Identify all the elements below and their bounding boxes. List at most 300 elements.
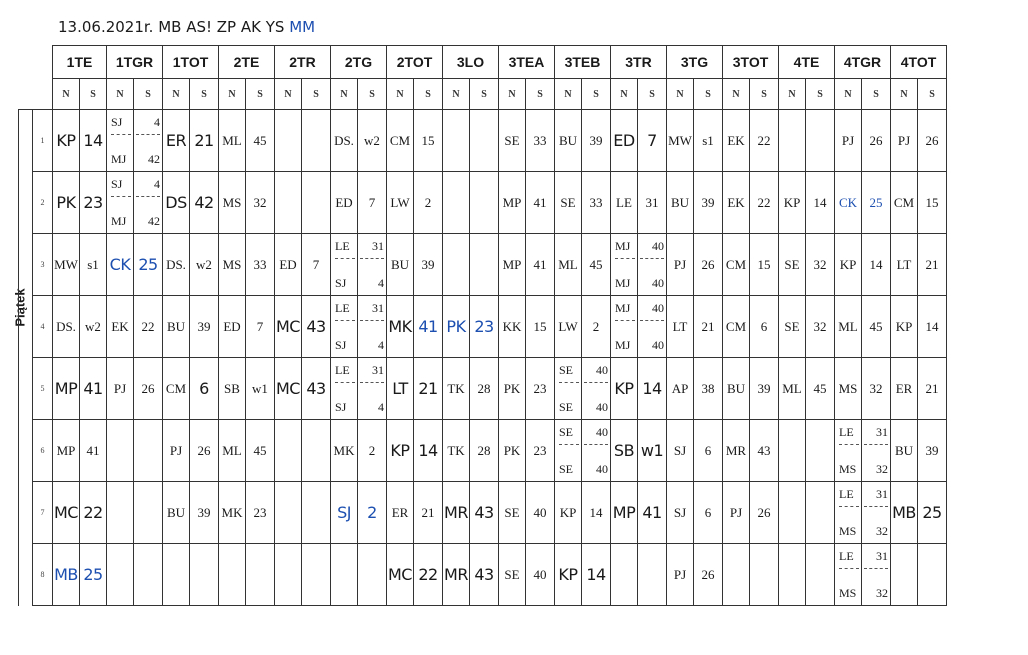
room-cell [918,544,947,606]
room-cell [302,172,331,234]
teacher-cell: PK [443,296,470,358]
sub-header-s: S [526,79,555,110]
room-cell: 2 [414,172,443,234]
ns-header-row [19,79,947,110]
room-cell: 39 [694,172,723,234]
teacher-cell: DS [163,172,190,234]
lesson-number: 1 [33,110,53,172]
teacher-cell: MK [331,420,358,482]
class-header: 4TE [779,46,835,79]
class-header: 2TG [331,46,387,79]
split-teacher-cell [331,296,358,358]
teacher-cell: SE [499,110,526,172]
class-header: 1TOT [163,46,219,79]
class-header: 3TEA [499,46,555,79]
class-header-row [19,46,947,79]
teacher-cell: CM [387,110,414,172]
split-teacher [331,234,357,295]
room-cell: 2 [358,482,387,544]
split-teacher-cell [555,420,582,482]
split-teacher [555,420,581,481]
teacher-cell: BU [555,110,582,172]
split-room [582,420,610,481]
teacher-cell [275,420,302,482]
teacher-cell: ER [387,482,414,544]
sub-header-n: N [499,79,526,110]
lesson-number: 7 [33,482,53,544]
split-room-cell [134,110,163,172]
lesson-number: 5 [33,358,53,420]
lesson-rows [19,110,947,606]
teacher-cell: BU [387,234,414,296]
room-cell: s1 [694,110,723,172]
teacher-cell: LE [611,172,638,234]
teacher-cell: AP [667,358,694,420]
teacher-bottom: MS [839,586,857,600]
sub-header-n: N [891,79,918,110]
lesson-row [19,110,947,172]
teacher-bottom: SJ [335,338,347,352]
room-cell: 14 [80,110,107,172]
teacher-top: MJ [615,240,635,259]
teacher-cell: MP [611,482,638,544]
teacher-cell: MP [53,358,80,420]
teacher-cell [443,234,470,296]
teacher-cell: PJ [723,482,750,544]
room-cell: 41 [638,482,667,544]
teacher-cell: KP [611,358,638,420]
class-header: 2TR [275,46,331,79]
room-cell: 41 [526,172,555,234]
room-cell: 26 [134,358,163,420]
split-room [862,544,890,605]
room-cell: 25 [134,234,163,296]
lesson-row [19,358,947,420]
split-teacher [107,110,133,171]
teacher-cell: MS [835,358,862,420]
teacher-cell: PK [499,420,526,482]
teacher-cell: MC [387,544,414,606]
handwritten-date-note [58,18,315,36]
teacher-cell: BU [163,296,190,358]
room-cell: 21 [414,358,443,420]
split-room-cell [582,420,611,482]
teacher-cell: PK [53,172,80,234]
room-cell [806,544,835,606]
room-cell: 21 [414,482,443,544]
room-bottom: 4 [378,400,384,414]
teacher-cell: ED [611,110,638,172]
room-cell [134,420,163,482]
teacher-cell: TK [443,420,470,482]
teacher-cell: PJ [107,358,134,420]
teacher-cell: CK [107,234,134,296]
room-top: 4 [136,116,160,135]
sub-header-n: N [387,79,414,110]
teacher-cell: CM [723,296,750,358]
room-cell: 33 [526,110,555,172]
teacher-cell: ED [331,172,358,234]
room-cell: 43 [302,296,331,358]
teacher-cell: EK [723,172,750,234]
teacher-top: SE [559,426,579,445]
teacher-cell: KP [779,172,806,234]
room-cell: 28 [470,358,499,420]
room-top: 40 [584,426,608,445]
sub-header-n: N [331,79,358,110]
teacher-cell [107,420,134,482]
teacher-cell: MC [275,296,302,358]
room-cell [358,544,387,606]
teacher-top: LE [839,426,859,445]
room-cell: 7 [302,234,331,296]
split-teacher-cell [107,110,134,172]
teacher-cell: TK [443,358,470,420]
sub-header-s: S [190,79,219,110]
room-bottom: 42 [148,152,160,166]
teacher-cell: ED [275,234,302,296]
teacher-cell: PJ [835,110,862,172]
teacher-top: SJ [111,178,131,197]
room-cell: 22 [80,482,107,544]
teacher-cell: ML [219,110,246,172]
class-header: 3LO [443,46,499,79]
split-room-cell [358,358,387,420]
room-cell: 7 [246,296,275,358]
teacher-cell: KP [53,110,80,172]
class-header: 3TOT [723,46,779,79]
room-cell: 33 [246,234,275,296]
room-cell: 26 [694,234,723,296]
sub-header-s: S [694,79,723,110]
sub-header-n: N [611,79,638,110]
room-top: 40 [640,240,664,259]
sub-header-n: N [275,79,302,110]
room-cell: 42 [190,172,219,234]
room-cell: 32 [806,234,835,296]
teacher-cell [275,482,302,544]
room-top: 31 [360,364,384,383]
split-room [358,296,386,357]
teacher-cell: KP [891,296,918,358]
teacher-cell: ER [163,110,190,172]
class-header: 1TE [53,46,107,79]
split-room [582,358,610,419]
split-room [358,358,386,419]
room-bottom: 32 [876,462,888,476]
split-room [134,172,162,233]
teacher-cell [779,544,806,606]
split-room-cell [862,544,891,606]
teacher-cell: MW [53,234,80,296]
teacher-cell: MP [499,234,526,296]
sub-header-n: N [667,79,694,110]
room-cell [134,544,163,606]
room-cell: 15 [526,296,555,358]
room-cell: 45 [246,420,275,482]
split-teacher-cell [555,358,582,420]
split-room-cell [358,234,387,296]
split-teacher-cell [331,234,358,296]
room-cell: 6 [190,358,219,420]
room-bottom: 40 [596,400,608,414]
teacher-bottom: MJ [111,214,127,228]
room-cell: w2 [190,234,219,296]
teacher-cell: SE [499,482,526,544]
sub-header-s: S [582,79,611,110]
teacher-cell: SE [555,172,582,234]
room-cell: 23 [526,420,555,482]
room-cell: w2 [80,296,107,358]
teacher-cell: LT [387,358,414,420]
sub-header-s: S [246,79,275,110]
room-cell: 45 [246,110,275,172]
teacher-bottom: MJ [615,338,631,352]
teacher-cell: MK [387,296,414,358]
split-room-cell [862,420,891,482]
room-cell: 6 [750,296,779,358]
teacher-cell: DS. [331,110,358,172]
room-cell: 2 [582,296,611,358]
note-text: 13.06.2021r. MB AS! ZP AK YS [58,18,290,36]
lesson-number: 3 [33,234,53,296]
teacher-cell: MP [53,420,80,482]
lesson-row [19,544,947,606]
room-cell: 14 [918,296,947,358]
teacher-cell: PJ [667,234,694,296]
teacher-cell [611,544,638,606]
teacher-cell: MS [219,234,246,296]
teacher-cell: EK [107,296,134,358]
teacher-cell: PJ [163,420,190,482]
room-cell: 21 [190,110,219,172]
room-cell: 15 [750,234,779,296]
room-cell: 39 [414,234,443,296]
lesson-number: 8 [33,544,53,606]
room-cell: 45 [862,296,891,358]
room-cell: 22 [414,544,443,606]
sub-header-s: S [862,79,891,110]
teacher-cell: PK [499,358,526,420]
timetable-grid [18,45,947,606]
teacher-cell [723,544,750,606]
room-cell: w2 [358,110,387,172]
teacher-cell [107,544,134,606]
teacher-cell: BU [163,482,190,544]
room-cell [302,110,331,172]
room-cell: 25 [862,172,891,234]
room-top: 31 [864,488,888,507]
teacher-cell: SE [499,544,526,606]
lesson-row [19,234,947,296]
teacher-cell [779,420,806,482]
lesson-number: 4 [33,296,53,358]
teacher-cell: SB [219,358,246,420]
room-cell: 25 [80,544,107,606]
room-cell: 22 [134,296,163,358]
room-cell: 39 [750,358,779,420]
class-header: 4TGR [835,46,891,79]
class-header: 3TG [667,46,723,79]
split-room-cell [134,172,163,234]
teacher-cell: ML [835,296,862,358]
room-bottom: 4 [378,338,384,352]
teacher-cell [275,110,302,172]
sub-header-s: S [134,79,163,110]
lesson-row [19,296,947,358]
teacher-cell [275,544,302,606]
sub-header-n: N [443,79,470,110]
teacher-cell [443,110,470,172]
room-cell: 6 [694,420,723,482]
teacher-cell [163,544,190,606]
room-bottom: 4 [378,276,384,290]
room-cell: 15 [414,110,443,172]
teacher-cell: CM [891,172,918,234]
split-room [638,296,666,357]
teacher-cell: MB [891,482,918,544]
split-teacher [331,358,357,419]
room-cell: 21 [918,358,947,420]
teacher-top: LE [335,302,355,321]
teacher-cell [779,110,806,172]
sub-header-n: N [723,79,750,110]
sub-header-s: S [750,79,779,110]
room-cell: 43 [470,544,499,606]
room-bottom: 42 [148,214,160,228]
teacher-cell: MP [499,172,526,234]
teacher-cell: MR [723,420,750,482]
teacher-cell: LT [667,296,694,358]
room-cell: 23 [80,172,107,234]
teacher-cell: KP [555,544,582,606]
split-teacher [611,234,637,295]
room-cell: 39 [582,110,611,172]
room-cell: 45 [806,358,835,420]
header-blank [19,46,53,110]
room-cell [638,544,667,606]
teacher-cell: MR [443,544,470,606]
room-cell: 15 [918,172,947,234]
teacher-cell: SJ [331,482,358,544]
room-cell: 41 [526,234,555,296]
sub-header-n: N [555,79,582,110]
teacher-cell: SJ [667,420,694,482]
teacher-bottom: SJ [335,400,347,414]
teacher-cell [331,544,358,606]
lesson-number: 6 [33,420,53,482]
teacher-cell [891,544,918,606]
teacher-cell: MC [53,482,80,544]
split-room-cell [358,296,387,358]
teacher-cell [219,544,246,606]
teacher-bottom: SJ [335,276,347,290]
room-cell: s1 [80,234,107,296]
split-room [358,234,386,295]
lesson-number: 2 [33,172,53,234]
room-cell [302,544,331,606]
teacher-cell: CM [163,358,190,420]
teacher-bottom: MS [839,524,857,538]
room-cell [246,544,275,606]
teacher-cell: ER [891,358,918,420]
teacher-cell: LW [555,296,582,358]
sub-header-s: S [470,79,499,110]
room-cell: 14 [582,544,611,606]
split-teacher [555,358,581,419]
teacher-bottom: MJ [111,152,127,166]
teacher-cell: MC [275,358,302,420]
lesson-row [19,172,947,234]
teacher-cell: ML [779,358,806,420]
teacher-cell: SB [611,420,638,482]
teacher-cell: KP [835,234,862,296]
room-cell: 45 [582,234,611,296]
teacher-cell: KP [387,420,414,482]
split-teacher-cell [611,234,638,296]
room-cell: 21 [694,296,723,358]
teacher-cell: DS. [163,234,190,296]
room-cell: 2 [358,420,387,482]
room-bottom: 40 [596,462,608,476]
teacher-cell: ED [219,296,246,358]
split-teacher-cell [611,296,638,358]
room-top: 40 [584,364,608,383]
room-cell: 14 [638,358,667,420]
room-cell: 39 [190,482,219,544]
split-teacher-cell [107,172,134,234]
room-cell: 31 [638,172,667,234]
teacher-cell: LT [891,234,918,296]
room-cell: 32 [246,172,275,234]
teacher-cell: EK [723,110,750,172]
room-top: 31 [864,550,888,569]
room-cell: 43 [750,420,779,482]
room-cell [470,234,499,296]
class-header: 2TE [219,46,275,79]
room-cell: 22 [750,110,779,172]
sub-header-s: S [638,79,667,110]
day-column [19,110,33,606]
split-room [134,110,162,171]
split-room [862,482,890,543]
room-cell: 21 [918,234,947,296]
class-header: 1TGR [107,46,163,79]
sub-header-n: N [779,79,806,110]
teacher-bottom: MJ [615,276,631,290]
teacher-top: MJ [615,302,635,321]
class-header: 3TEB [555,46,611,79]
teacher-cell: KP [555,482,582,544]
room-top: 4 [136,178,160,197]
teacher-cell: ML [555,234,582,296]
class-header: 3TR [611,46,667,79]
room-cell: 40 [526,482,555,544]
split-teacher [107,172,133,233]
sub-header-n: N [163,79,190,110]
room-cell: w1 [638,420,667,482]
room-cell: 32 [806,296,835,358]
room-cell: 43 [470,482,499,544]
lesson-row [19,420,947,482]
room-cell: 33 [582,172,611,234]
teacher-cell [779,482,806,544]
room-top: 31 [864,426,888,445]
room-cell: 43 [302,358,331,420]
room-cell [806,110,835,172]
room-cell: 14 [806,172,835,234]
sub-header-n: N [107,79,134,110]
